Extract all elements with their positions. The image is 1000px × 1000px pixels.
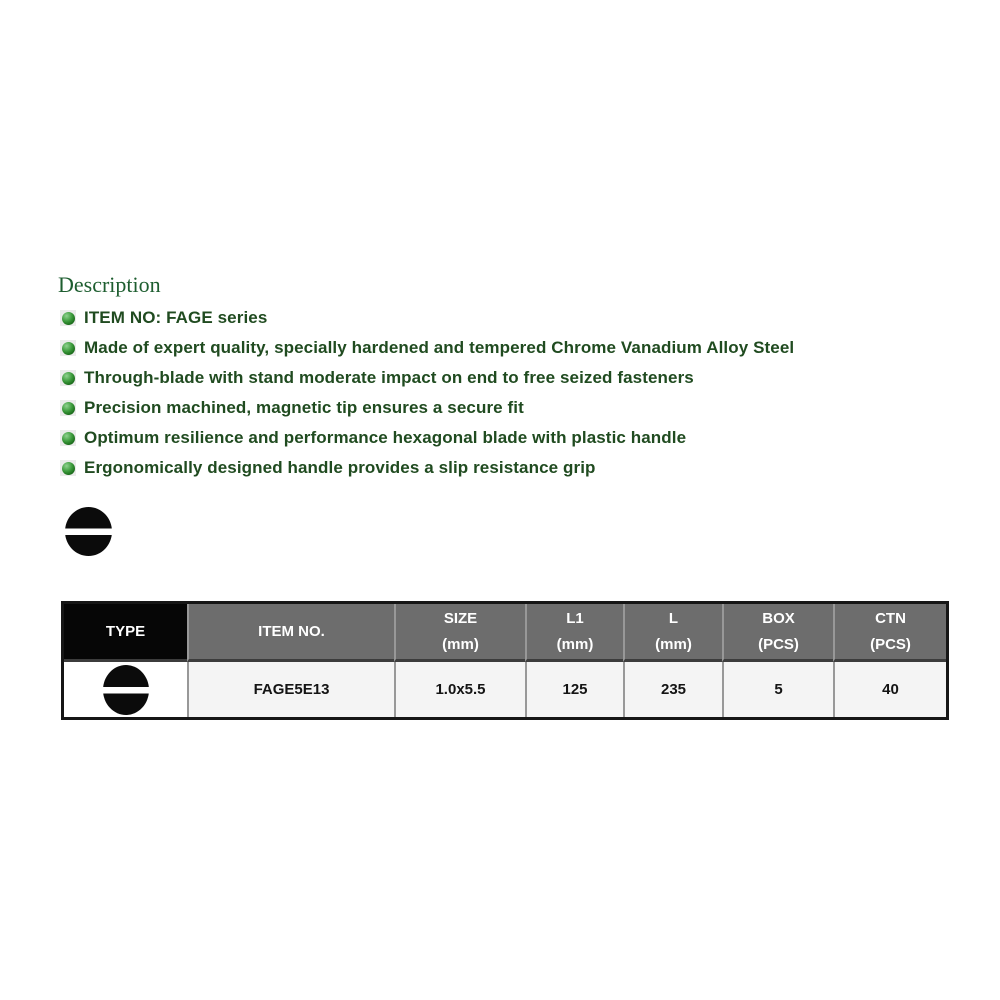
column-label: BOX xyxy=(762,609,795,627)
bullet-text: ITEM NO: FAGE series xyxy=(84,308,268,327)
column-unit: (mm) xyxy=(442,635,479,653)
spec-table xyxy=(61,601,949,720)
list-item xyxy=(60,393,940,423)
list-item xyxy=(60,453,940,483)
column-header-l xyxy=(623,604,722,662)
column-label: TYPE xyxy=(105,622,146,640)
slotted-screwdriver-tip-icon xyxy=(103,665,149,715)
column-label: L1 xyxy=(566,609,584,627)
column-header-ctn xyxy=(833,604,946,662)
cell-ctn-pcs: 40 xyxy=(833,662,946,717)
list-item xyxy=(60,363,940,393)
description-heading: Description xyxy=(58,272,161,297)
bullet-text: Made of expert quality, specially hardened and tempered Chrome Vanadium Alloy Steel xyxy=(84,338,795,357)
cell-size-mm: 1.0x5.5 xyxy=(394,662,525,717)
column-unit: (mm) xyxy=(556,635,594,653)
table-row xyxy=(64,662,946,717)
bullet-text: Through-blade with stand moderate impact on end to free seized fasteners xyxy=(84,368,694,387)
column-header-l1 xyxy=(525,604,623,662)
column-unit: (PCS) xyxy=(870,635,911,653)
column-label: L xyxy=(668,609,679,627)
cell-type xyxy=(64,662,187,717)
column-header-item-no xyxy=(187,604,394,662)
column-header-box xyxy=(722,604,833,662)
green-bullet-icon xyxy=(60,460,76,476)
cell-box-pcs: 5 xyxy=(722,662,833,717)
list-item xyxy=(60,333,940,363)
list-item xyxy=(60,303,940,333)
cell-item-no: FAGE5E13 xyxy=(187,662,394,717)
green-bullet-icon xyxy=(60,310,76,326)
column-unit: (mm) xyxy=(655,635,692,653)
description-bullet-list xyxy=(60,303,940,483)
bullet-text: Ergonomically designed handle provides a slip resistance grip xyxy=(84,458,596,477)
column-label: SIZE xyxy=(443,609,478,627)
bullet-text: Optimum resilience and performance hexagonal blade with plastic handle xyxy=(84,428,687,447)
green-bullet-icon xyxy=(60,370,76,386)
column-label: ITEM NO. xyxy=(258,622,325,640)
cell-l1-mm: 125 xyxy=(525,662,623,717)
slotted-screwdriver-tip-icon xyxy=(65,507,112,556)
spec-table-header-row xyxy=(64,604,946,662)
green-bullet-icon xyxy=(60,340,76,356)
green-bullet-icon xyxy=(60,400,76,416)
column-unit: (PCS) xyxy=(758,635,799,653)
column-header-size xyxy=(394,604,525,662)
column-label: CTN xyxy=(875,609,906,627)
cell-l-mm: 235 xyxy=(623,662,722,717)
column-header-type xyxy=(64,604,187,662)
bullet-text: Precision machined, magnetic tip ensures a secure fit xyxy=(84,398,524,417)
green-bullet-icon xyxy=(60,430,76,446)
list-item xyxy=(60,423,940,453)
